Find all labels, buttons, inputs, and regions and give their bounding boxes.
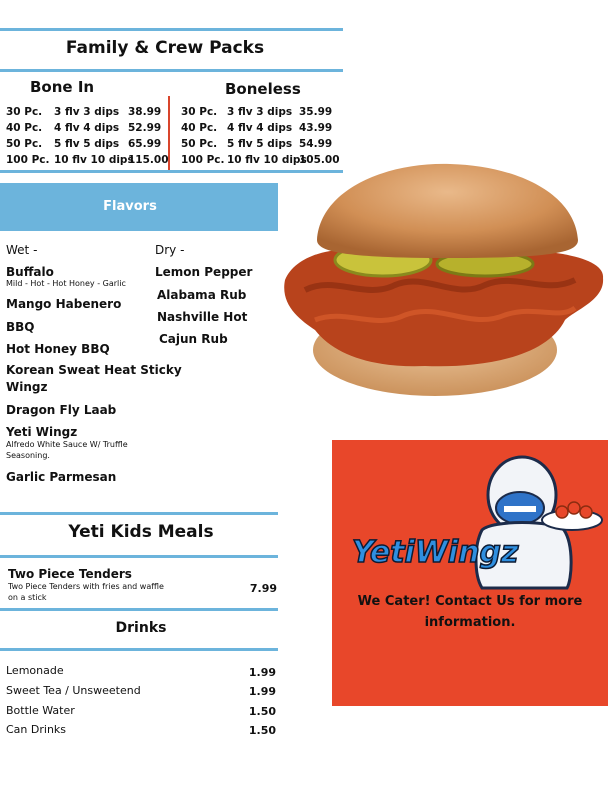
flavor-alabama-rub: Alabama Rub	[157, 288, 247, 302]
boneless-pcs: 30 Pc.	[181, 106, 218, 118]
bone_in-price: 115.00	[128, 154, 169, 166]
family-rule-2	[0, 69, 343, 72]
boneless-desc: 4 flv 4 dips	[227, 122, 293, 134]
kids-item-name: Two Piece Tenders	[8, 567, 132, 581]
boneless-pcs: 40 Pc.	[181, 122, 218, 134]
boneless-title: Boneless	[225, 80, 301, 98]
bone-in-title: Bone In	[30, 78, 95, 96]
kids-item-price: 7.99	[249, 582, 277, 595]
catering-message-line1: We Cater! Contact Us for more	[357, 594, 583, 609]
flavor-hot-honey-bbq: Hot Honey BBQ	[6, 342, 110, 356]
flavor-mango-habenero: Mango Habenero	[6, 297, 122, 311]
boneless-price: 43.99	[299, 122, 333, 134]
boneless-row	[181, 138, 346, 152]
drink-bottle-water: Bottle Water	[6, 704, 75, 717]
top-rule	[0, 28, 343, 31]
bone_in-price: 65.99	[128, 138, 162, 150]
boneless-desc: 5 flv 5 dips	[227, 138, 293, 150]
flavor-yeti-wingz-note-2: Seasoning.	[6, 451, 50, 460]
kids-rule-top	[0, 512, 278, 515]
drink-bottle-water-price: 1.50	[248, 705, 276, 718]
flavor-nashville-hot: Nashville Hot	[157, 310, 248, 324]
flavor-lemon-pepper: Lemon Pepper	[155, 265, 253, 279]
drinks-title: Drinks	[115, 620, 167, 636]
drink-can-drinks-price: 1.50	[248, 724, 276, 737]
boneless-price: 54.99	[299, 138, 333, 150]
bone_in-price: 38.99	[128, 106, 162, 118]
bone_in-desc: 10 flv 10 dips	[54, 154, 134, 166]
flavor-korean-sweat-heat: Korean Sweat Heat Sticky	[6, 363, 182, 377]
drink-can-drinks: Can Drinks	[6, 723, 67, 736]
drinks-rule-bottom	[0, 648, 278, 651]
bone_in-row	[6, 106, 171, 120]
flavor-yeti-wingz-note: Alfredo White Sauce W/ Truffle	[6, 440, 128, 449]
boneless-pcs: 50 Pc.	[181, 138, 218, 150]
boneless-desc: 3 flv 3 dips	[227, 106, 293, 118]
bone_in-pcs: 40 Pc.	[6, 122, 43, 134]
flavor-buffalo-note: Mild - Hot - Hot Honey - Garlic	[6, 279, 126, 288]
flavor-dragon-fly-laab: Dragon Fly Laab	[6, 403, 117, 417]
drink-sweet-tea: Sweet Tea / Unsweetend	[6, 684, 141, 697]
flavor-bbq: BBQ	[6, 320, 35, 334]
drink-lemonade-price: 1.99	[248, 666, 276, 679]
yeti-wingz-logo-text: YetiWingz	[352, 535, 519, 570]
boneless-row	[181, 106, 346, 120]
bone_in-row	[6, 154, 171, 168]
boneless-desc: 10 flv 10 dips	[227, 154, 307, 166]
flavor-garlic-parmesan: Garlic Parmesan	[6, 470, 117, 484]
yeti-mascot-logo	[342, 450, 604, 590]
bone_in-pcs: 100 Pc.	[6, 154, 50, 166]
top-bun	[317, 164, 578, 258]
chicken-sandwich-image	[275, 160, 610, 405]
flavor-yeti-wingz: Yeti Wingz	[6, 425, 78, 439]
bone_in-price: 52.99	[128, 122, 162, 134]
kids-item-desc: Two Piece Tenders with fries and waffle	[8, 582, 164, 591]
wet-label: Wet -	[6, 243, 38, 257]
catering-message-line2: information.	[424, 615, 516, 630]
boneless-price: 35.99	[299, 106, 333, 118]
kids-item-desc-2: on a stick	[8, 593, 47, 602]
flavor-cajun-rub: Cajun Rub	[159, 332, 228, 346]
kids-title: Yeti Kids Meals	[68, 522, 214, 542]
flavors-title: Flavors	[103, 199, 157, 214]
drink-lemonade: Lemonade	[6, 664, 64, 677]
flavor-korean-sweat-heat-line2: Wingz	[6, 380, 48, 394]
boneless-row	[181, 122, 346, 136]
boneless-pcs: 100 Pc.	[181, 154, 225, 166]
bone_in-desc: 5 flv 5 dips	[54, 138, 120, 150]
bone_in-row	[6, 138, 171, 152]
bone_in-pcs: 30 Pc.	[6, 106, 43, 118]
kids-rule-bottom	[0, 555, 278, 558]
family-packs-title: Family & Crew Packs	[65, 38, 265, 58]
boneless-price: 105.00	[299, 154, 340, 166]
bone_in-pcs: 50 Pc.	[6, 138, 43, 150]
dry-label: Dry -	[155, 243, 185, 257]
bone_in-desc: 4 flv 4 dips	[54, 122, 120, 134]
flavor-buffalo: Buffalo	[6, 265, 54, 279]
bone_in-row	[6, 122, 171, 136]
drinks-rule-top	[0, 608, 278, 611]
catering-promo-panel	[332, 440, 608, 706]
drink-sweet-tea-price: 1.99	[248, 685, 276, 698]
bone_in-desc: 3 flv 3 dips	[54, 106, 120, 118]
